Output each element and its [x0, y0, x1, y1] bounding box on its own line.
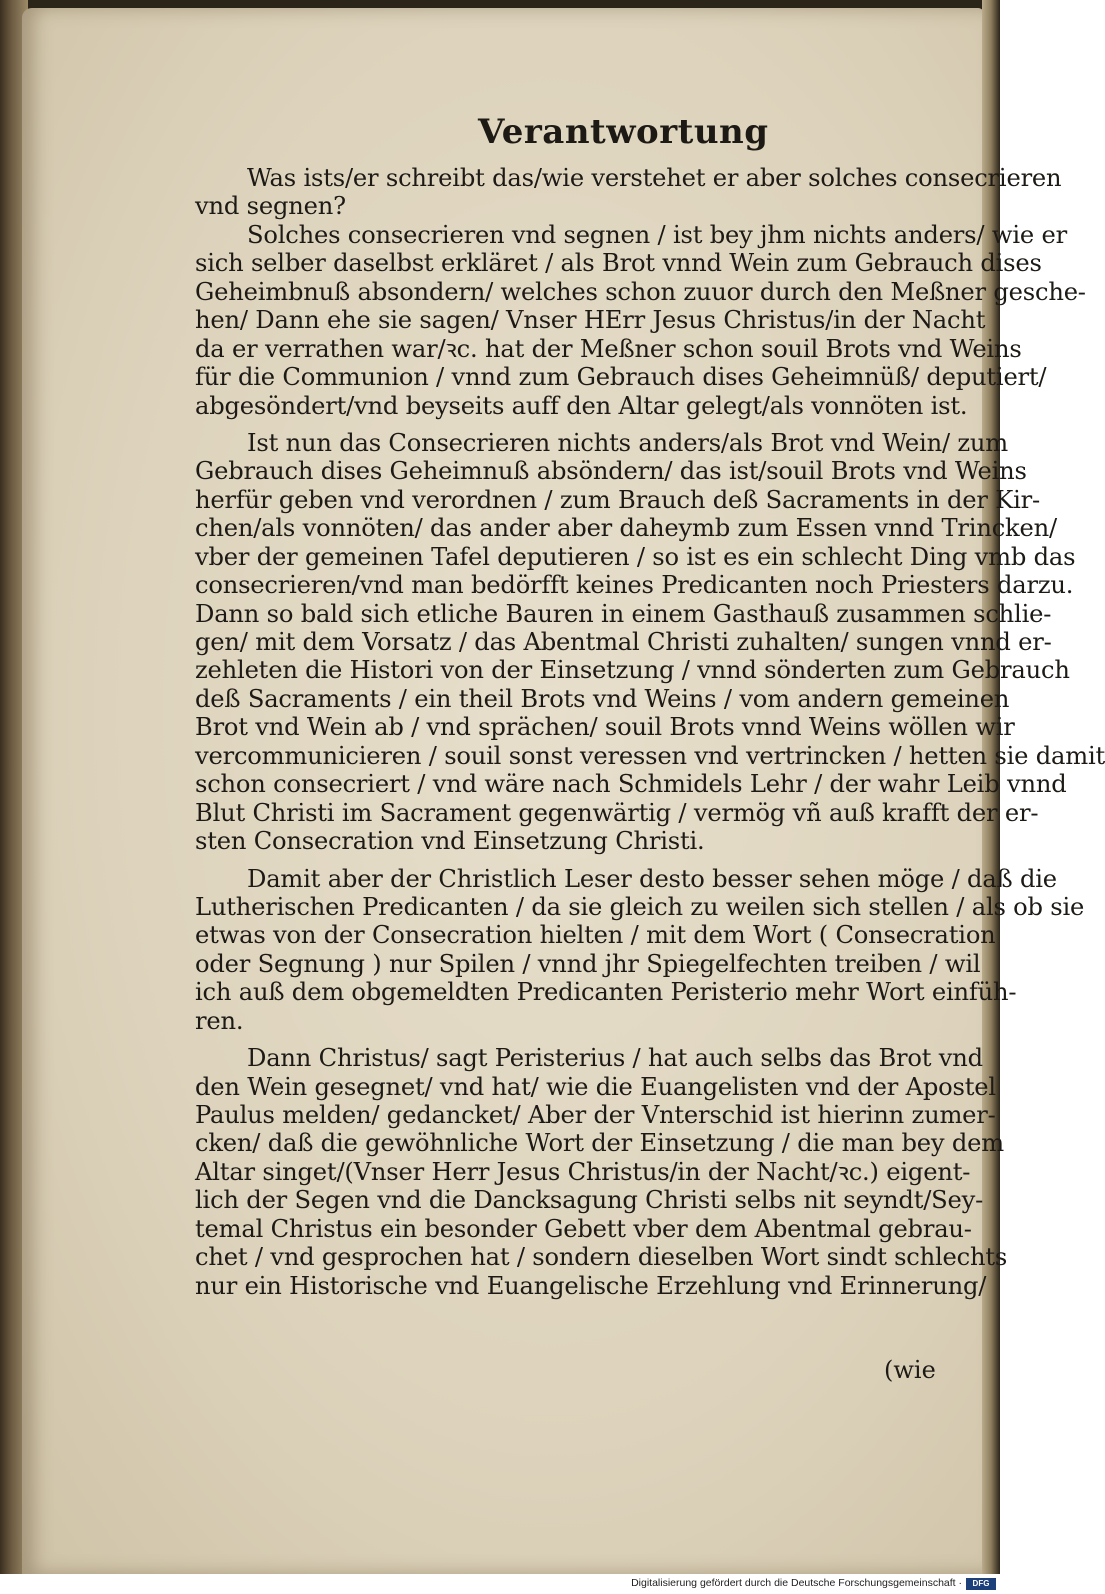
paragraph-gap — [195, 856, 1105, 865]
text-line: Altar singet/(Vnser Herr Jesus Christus/in der Nacht/ꝛc.) eigent- — [195, 1157, 971, 1186]
text-line: consecrieren/vnd man bedörfft keines Predicanten noch Priesters darzu. — [195, 571, 1074, 600]
text-line: sich selber daselbst erkläret / als Brot vnnd Wein zum Gebrauch dises — [195, 249, 1042, 278]
text-line: Solches consecrieren vnd segnen / ist bey jhm nichts anders/ wie er — [247, 220, 1067, 249]
text-line: Dann so bald sich etliche Bauren in einem Gasthauß zusammen schlie- — [195, 599, 1052, 628]
text-line: deß Sacraments / ein theil Brots vnd Weins / vom andern gemeinen — [195, 684, 1010, 713]
paragraph-gap — [195, 420, 1105, 429]
footer-bar — [0, 1574, 1000, 1594]
catchword: (wie — [884, 1356, 936, 1384]
text-line: cken/ daß die gewöhnliche Wort der Einsetzung / die man bey dem — [195, 1129, 1004, 1158]
text-line: oder Segnung ) nur Spilen / vnnd jhr Spiegelfechten treiben / wil — [195, 949, 981, 978]
text-line: Gebrauch dises Geheimnuß absöndern/ das ist/souil Brots vnd Weins — [195, 457, 1027, 486]
text-line: den Wein gesegnet/ vnd hat/ wie die Euangelisten vnd der Apostel — [195, 1072, 996, 1101]
text-line: Brot vnd Wein ab / vnd sprächen/ souil Brots vnnd Weins wöllen wir — [195, 713, 1015, 742]
text-line: sten Consecration vnd Einsetzung Christi. — [195, 827, 705, 856]
text-line: hen/ Dann ehe sie sagen/ Vnser HErr Jesus Christus/in der Nacht — [195, 306, 986, 335]
text-line: zehleten die Histori von der Einsetzung / vnnd sönderten zum Gebrauch — [195, 656, 1070, 685]
paragraph-gap — [195, 1035, 1105, 1044]
text-line: vnd segnen? — [195, 192, 346, 221]
text-line: vercommunicieren / souil sonst veressen vnd vertrincken / hetten sie damit — [195, 741, 1105, 770]
text-line: Ist nun das Consecrieren nichts anders/als Brot vnd Wein/ zum — [247, 428, 1009, 457]
text-line: Paulus melden/ gedancket/ Aber der Vnterschid ist hierinn zumer- — [195, 1101, 996, 1129]
text-line: abgesöndert/vnd beyseits auff den Altar gelegt/als vonnöten ist. — [195, 391, 968, 420]
text-line: chen/als vonnöten/ das ander aber daheymb zum Essen vnnd Trincken/ — [195, 514, 1057, 543]
text-line: herfür geben vnd verordnen / zum Brauch deß Sacraments in der Kir- — [195, 485, 1040, 514]
text-line: Blut Christi im Sacrament gegenwärtig / vermög vñ auß krafft der er- — [195, 798, 1039, 827]
text-line: gen/ mit dem Vorsatz / das Abentmal Christi zuhalten/ sungen vnnd er- — [195, 628, 1052, 656]
text-line: schon consecriert / vnd wäre nach Schmidels Lehr / der wahr Leib vnnd — [195, 770, 1067, 799]
funding-notice: Digitalisierung gefördert durch die Deutsche Forschungsgemeinschaft · — [631, 1577, 962, 1589]
text-line: chet / vnd gesprochen hat / sondern dieselben Wort sindt schlechts — [195, 1243, 1008, 1272]
text-line: ich auß dem obgemeldten Predicanten Peristerio mehr Wort einfüh- — [195, 978, 1017, 1007]
running-head: Verantwortung — [478, 112, 769, 152]
text-line: vber der gemeinen Tafel deputieren / so ist es ein schlecht Ding vmb das — [195, 542, 1076, 571]
text-line: Lutherischen Predicanten / da sie gleich zu weilen sich stellen / als ob sie — [195, 892, 1085, 921]
text-line: für die Communion / vnnd zum Gebrauch dises Geheimnüß/ deputiert/ — [195, 363, 1047, 392]
text-line: Geheimbnuß absondern/ welches schon zuuor durch den Meßner gesche- — [195, 277, 1086, 306]
text-line: temal Christus ein besonder Gebett vber dem Abentmal gebrau- — [195, 1214, 972, 1243]
text-line: ren. — [195, 1006, 244, 1035]
text-line: da er verrathen war/ꝛc. hat der Meßner schon souil Brots vnd Weins — [195, 334, 1022, 363]
text-line: lich der Segen vnd die Dancksagung Christi selbs nit seyndt/Sey- — [195, 1186, 984, 1215]
text-line: Damit aber der Christlich Leser desto besser sehen möge / daß die — [247, 864, 1057, 893]
text-line: Dann Christus/ sagt Peristerius / hat auch selbs das Brot vnd — [247, 1044, 983, 1073]
dfg-logo: DFG — [966, 1578, 996, 1590]
text-line: Was ists/er schreibt das/wie verstehet er aber solches consecrieren — [247, 164, 1062, 192]
body-text — [195, 164, 1105, 1300]
text-line: nur ein Historische vnd Euangelische Erzehlung vnd Erinnerung/ — [195, 1271, 987, 1300]
text-line: etwas von der Consecration hielten / mit dem Wort ( Consecration — [195, 921, 996, 950]
